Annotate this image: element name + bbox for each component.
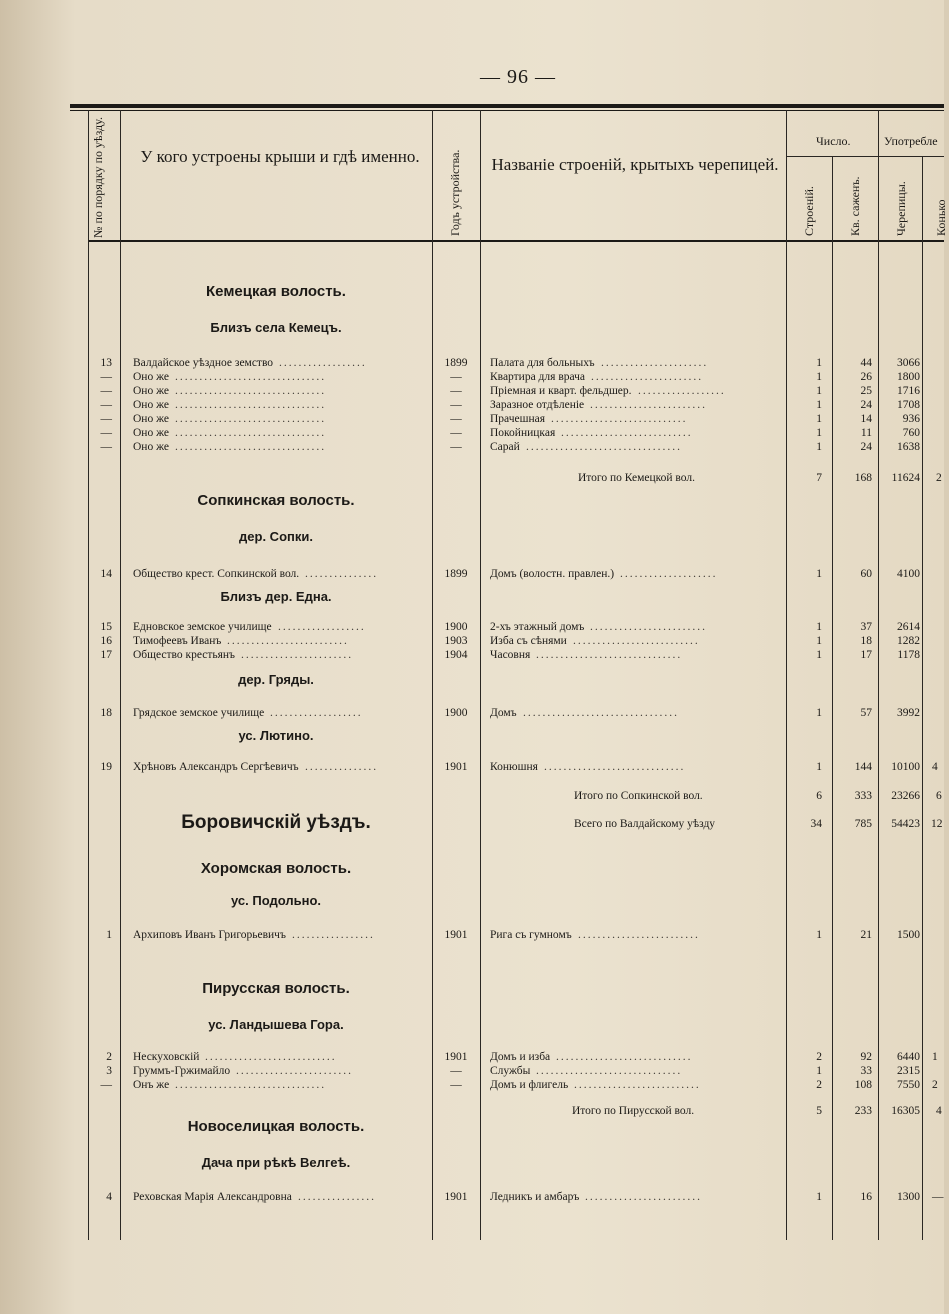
row-owner: Хрѣновъ Александръ Сергѣевичъ bbox=[133, 761, 299, 773]
header-col-year: Годъ устройства. bbox=[448, 149, 462, 236]
row-year: 1901 bbox=[444, 761, 468, 773]
leader-dots: ............................... bbox=[175, 441, 327, 453]
row-buildings-count: 1 bbox=[816, 1191, 822, 1203]
row-building: Пріемная и кварт. фельдшер. bbox=[490, 385, 632, 397]
row-square-sazhen: 92 bbox=[860, 1051, 872, 1063]
header-col-buildings: Строеній. bbox=[802, 186, 816, 236]
table-row bbox=[0, 1190, 944, 1204]
row-year: 1903 bbox=[444, 635, 468, 647]
leader-dots: ........................ bbox=[236, 1065, 353, 1077]
uezd-heading: Боровичскій уѣздъ. bbox=[181, 812, 371, 833]
row-owner: Оно же bbox=[133, 441, 169, 453]
leader-dots: ............................. bbox=[544, 761, 686, 773]
row-buildings-count: 1 bbox=[816, 385, 822, 397]
row-buildings-count: 1 bbox=[816, 357, 822, 369]
subsection-heading: Дача при рѣкѣ Велгеѣ. bbox=[201, 1155, 351, 1170]
row-square-sazhen: 25 bbox=[860, 385, 872, 397]
row-year: — bbox=[450, 413, 462, 425]
row-number: 17 bbox=[100, 649, 112, 661]
row-number: 1 bbox=[106, 929, 112, 941]
row-building: Конюшня bbox=[490, 761, 538, 773]
leader-dots: .......................... bbox=[574, 1079, 701, 1091]
row-number: — bbox=[100, 441, 112, 453]
leader-dots: ......................... bbox=[227, 635, 349, 647]
row-tiles: 3992 bbox=[897, 707, 920, 719]
row-square-sazhen: 37 bbox=[860, 621, 872, 633]
row-year: 1899 bbox=[444, 568, 468, 580]
header-group-count: Число. bbox=[816, 134, 851, 148]
row-building: Прачешная bbox=[490, 413, 545, 425]
subsection-heading: Близъ села Кемецъ. bbox=[210, 320, 342, 335]
row-tiles: 10100 bbox=[891, 761, 920, 773]
total-sq: 168 bbox=[854, 472, 872, 484]
row-number: — bbox=[100, 427, 112, 439]
row-square-sazhen: 21 bbox=[860, 929, 872, 941]
row-building: Домъ bbox=[490, 707, 517, 719]
row-tiles: 760 bbox=[902, 427, 920, 439]
page-number: — 96 — bbox=[480, 66, 556, 88]
row-square-sazhen: 16 bbox=[860, 1191, 872, 1203]
leader-dots: ........................ bbox=[590, 621, 707, 633]
row-number: 2 bbox=[106, 1051, 112, 1063]
total-tiles: 23266 bbox=[891, 790, 920, 802]
row-buildings-count: 1 bbox=[816, 649, 822, 661]
table-row bbox=[0, 412, 944, 426]
row-building: Рига съ гумномъ bbox=[490, 929, 572, 941]
total-label: Всего по Валдайскому уѣзду bbox=[574, 818, 716, 830]
row-owner: Валдайское уѣздное земство bbox=[133, 357, 274, 369]
row-building: 2-хъ этажный домъ bbox=[490, 621, 585, 633]
row-owner: Реховская Марія Александровна bbox=[133, 1191, 292, 1203]
row-owner: Архиповъ Иванъ Григорьевичъ bbox=[133, 929, 286, 941]
table-row bbox=[0, 620, 944, 634]
header-col-no: № по порядку по уѣзду. bbox=[91, 117, 105, 238]
subsection-heading: ус. Ландышева Гора. bbox=[208, 1017, 344, 1032]
total-label: Итого по Сопкинской вол. bbox=[574, 790, 703, 802]
section-heading: Новоселицкая волость. bbox=[187, 1118, 365, 1135]
row-year: 1900 bbox=[444, 621, 468, 633]
row-buildings-count: 1 bbox=[816, 621, 822, 633]
leader-dots: ........................ bbox=[590, 399, 707, 411]
row-owner: Груммъ-Гржимайло bbox=[133, 1065, 231, 1077]
row-buildings-count: 1 bbox=[816, 399, 822, 411]
leader-dots: ................. bbox=[292, 929, 375, 941]
row-year: — bbox=[450, 399, 462, 411]
row-building: Домъ (волостн. правлен.) bbox=[490, 568, 615, 580]
row-square-sazhen: 108 bbox=[854, 1079, 872, 1091]
header-group-used: Употребле bbox=[884, 134, 938, 148]
leader-dots: ................... bbox=[270, 707, 363, 719]
row-tiles: 7550 bbox=[897, 1079, 920, 1091]
total-buildings: 7 bbox=[816, 472, 822, 484]
table-row bbox=[0, 760, 944, 774]
row-extra: 2 bbox=[932, 1079, 938, 1091]
row-extra: 4 bbox=[932, 761, 938, 773]
total-tiles: 16305 bbox=[891, 1105, 920, 1117]
row-buildings-count: 1 bbox=[816, 371, 822, 383]
row-building: Сарай bbox=[490, 441, 520, 453]
row-tiles: 2614 bbox=[897, 621, 920, 633]
row-extra: 1 bbox=[932, 1051, 938, 1063]
table-row bbox=[0, 398, 944, 412]
total-tiles: 54423 bbox=[891, 818, 920, 830]
table-row bbox=[0, 356, 944, 370]
leader-dots: ............................... bbox=[175, 371, 327, 383]
section-heading: Кемецкая волость. bbox=[206, 283, 346, 300]
leader-dots: .......................... bbox=[573, 635, 700, 647]
row-owner: Общество крест. Сопкинской вол. bbox=[133, 568, 300, 580]
row-building: Палата для больныхъ bbox=[490, 357, 595, 369]
top-rule-thin bbox=[70, 110, 944, 111]
row-building: Квартира для врача bbox=[490, 371, 586, 383]
row-year: — bbox=[450, 441, 462, 453]
top-rule bbox=[70, 104, 944, 108]
row-square-sazhen: 17 bbox=[860, 649, 872, 661]
leader-dots: ....................... bbox=[241, 649, 354, 661]
table-row bbox=[0, 384, 944, 398]
section-heading: Хоромская волость. bbox=[200, 860, 352, 877]
total-extra: 4 bbox=[936, 1105, 942, 1117]
table-row bbox=[0, 648, 944, 662]
table-row bbox=[0, 370, 944, 384]
row-tiles: 1708 bbox=[897, 399, 920, 411]
table-row bbox=[0, 706, 944, 720]
table-row bbox=[0, 440, 944, 454]
leader-dots: ............................... bbox=[175, 413, 327, 425]
row-year: — bbox=[450, 1079, 462, 1091]
header-rule bbox=[88, 240, 944, 242]
total-buildings: 5 bbox=[816, 1105, 822, 1117]
total-sq: 233 bbox=[854, 1105, 872, 1117]
row-buildings-count: 1 bbox=[816, 635, 822, 647]
row-square-sazhen: 24 bbox=[860, 441, 872, 453]
row-tiles: 3066 bbox=[897, 357, 920, 369]
row-buildings-count: 1 bbox=[816, 568, 822, 580]
leader-dots: ....................... bbox=[591, 371, 704, 383]
header-col-name: Названіе строеній, крытыхъ черепицей. bbox=[491, 155, 779, 174]
leader-dots: .............................. bbox=[536, 1065, 683, 1077]
row-tiles: 1300 bbox=[897, 1191, 920, 1203]
subsection-heading: ус. Лютино. bbox=[238, 728, 314, 743]
row-tiles: 6440 bbox=[897, 1051, 920, 1063]
leader-dots: .................... bbox=[620, 568, 718, 580]
row-owner: Онъ же bbox=[133, 1079, 170, 1091]
leader-dots: ................ bbox=[298, 1191, 376, 1203]
row-number: — bbox=[100, 1079, 112, 1091]
total-extra: 12 bbox=[931, 818, 943, 830]
row-building: Службы bbox=[490, 1065, 531, 1077]
row-owner: Грядское земское училище bbox=[133, 707, 265, 719]
row-square-sazhen: 57 bbox=[860, 707, 872, 719]
total-tiles: 11624 bbox=[891, 472, 920, 484]
header-col-extra: Конько bbox=[934, 199, 948, 236]
leader-dots: .................. bbox=[279, 357, 367, 369]
row-year: — bbox=[450, 427, 462, 439]
row-building: Покойницкая bbox=[490, 427, 556, 439]
row-number: 4 bbox=[106, 1191, 112, 1203]
table-row bbox=[0, 1064, 944, 1078]
table-row bbox=[0, 634, 944, 648]
section-heading: Пирусская волость. bbox=[202, 980, 350, 997]
leader-dots: ........................... bbox=[205, 1051, 337, 1063]
subsection-heading: ус. Подольно. bbox=[231, 893, 321, 908]
row-tiles: 936 bbox=[902, 413, 920, 425]
leader-dots: ............................... bbox=[175, 1079, 327, 1091]
total-label: Итого по Кемецкой вол. bbox=[578, 472, 695, 484]
row-year: — bbox=[450, 371, 462, 383]
leader-dots: ............................ bbox=[556, 1051, 693, 1063]
header-col-tiles: Черепицы. bbox=[894, 181, 908, 236]
row-tiles: 4100 bbox=[897, 568, 920, 580]
row-number: 15 bbox=[100, 621, 112, 633]
row-tiles: 1638 bbox=[897, 441, 920, 453]
row-extra: — bbox=[932, 1191, 944, 1203]
row-building: Ледникъ и амбаръ bbox=[490, 1191, 580, 1203]
table-row bbox=[0, 567, 944, 581]
row-owner: Оно же bbox=[133, 413, 169, 425]
row-buildings-count: 1 bbox=[816, 707, 822, 719]
total-sq: 333 bbox=[854, 790, 872, 802]
row-year: — bbox=[450, 1065, 462, 1077]
row-building: Изба съ сѣнями bbox=[490, 635, 567, 647]
row-square-sazhen: 24 bbox=[860, 399, 872, 411]
total-extra: 2 bbox=[936, 472, 942, 484]
row-square-sazhen: 11 bbox=[860, 427, 872, 439]
leader-dots: ........................ bbox=[585, 1191, 702, 1203]
row-owner: Нескуховскій bbox=[133, 1051, 200, 1063]
leader-dots: .............................. bbox=[536, 649, 683, 661]
row-buildings-count: 2 bbox=[816, 1079, 822, 1091]
row-year: 1901 bbox=[444, 1051, 468, 1063]
row-number: 19 bbox=[100, 761, 112, 773]
total-label: Итого по Пирусской вол. bbox=[572, 1105, 695, 1117]
subsection-heading: дер. Гряды. bbox=[238, 672, 314, 687]
section-heading: Сопкинская волость. bbox=[197, 492, 355, 509]
row-buildings-count: 2 bbox=[816, 1051, 822, 1063]
total-buildings: 34 bbox=[810, 818, 822, 830]
leader-dots: .................. bbox=[638, 385, 726, 397]
row-square-sazhen: 26 bbox=[860, 371, 872, 383]
row-tiles: 1800 bbox=[897, 371, 920, 383]
row-owner: Оно же bbox=[133, 399, 169, 411]
row-number: 18 bbox=[100, 707, 112, 719]
row-tiles: 1500 bbox=[897, 929, 920, 941]
row-square-sazhen: 60 bbox=[860, 568, 872, 580]
total-buildings: 6 bbox=[816, 790, 822, 802]
row-year: — bbox=[450, 385, 462, 397]
row-buildings-count: 1 bbox=[816, 1065, 822, 1077]
row-building: Заразное отдѣленіе bbox=[490, 399, 585, 411]
row-square-sazhen: 144 bbox=[854, 761, 872, 773]
row-square-sazhen: 14 bbox=[860, 413, 872, 425]
row-tiles: 1716 bbox=[897, 385, 920, 397]
row-owner: Тимофеевъ Иванъ bbox=[133, 635, 222, 647]
leader-dots: ...................... bbox=[601, 357, 709, 369]
row-year: 1901 bbox=[444, 1191, 468, 1203]
table-row bbox=[0, 1050, 944, 1064]
header-col-who: У кого устроены крыши и гдѣ именно. bbox=[140, 147, 420, 166]
row-owner: Общество крестьянъ bbox=[133, 649, 236, 661]
row-owner: Оно же bbox=[133, 371, 169, 383]
row-buildings-count: 1 bbox=[816, 427, 822, 439]
row-buildings-count: 1 bbox=[816, 929, 822, 941]
leader-dots: ............................... bbox=[175, 385, 327, 397]
row-buildings-count: 1 bbox=[816, 441, 822, 453]
row-number: — bbox=[100, 371, 112, 383]
row-number: — bbox=[100, 413, 112, 425]
row-number: 13 bbox=[100, 357, 112, 369]
row-building: Домъ и изба bbox=[490, 1051, 551, 1063]
total-extra: 6 bbox=[936, 790, 942, 802]
row-tiles: 2315 bbox=[897, 1065, 920, 1077]
row-owner: Оно же bbox=[133, 427, 169, 439]
row-square-sazhen: 44 bbox=[860, 357, 872, 369]
leader-dots: ......................... bbox=[578, 929, 700, 941]
row-buildings-count: 1 bbox=[816, 413, 822, 425]
row-owner: Едновское земское училище bbox=[133, 621, 272, 633]
row-number: — bbox=[100, 399, 112, 411]
row-year: 1899 bbox=[444, 357, 468, 369]
row-year: 1901 bbox=[444, 929, 468, 941]
table-row bbox=[0, 1078, 944, 1092]
row-owner: Оно же bbox=[133, 385, 169, 397]
header-col-sq: Кв. саженъ. bbox=[848, 176, 862, 236]
row-building: Домъ и флигель bbox=[490, 1079, 569, 1091]
row-square-sazhen: 18 bbox=[860, 635, 872, 647]
leader-dots: ............................ bbox=[551, 413, 688, 425]
table-row bbox=[0, 928, 944, 942]
leader-dots: ............................... bbox=[175, 427, 327, 439]
row-tiles: 1178 bbox=[897, 649, 920, 661]
subsection-heading: дер. Сопки. bbox=[239, 529, 313, 544]
row-square-sazhen: 33 bbox=[860, 1065, 872, 1077]
leader-dots: ................................ bbox=[526, 441, 682, 453]
total-sq: 785 bbox=[854, 818, 872, 830]
leader-dots: ............... bbox=[305, 761, 379, 773]
row-buildings-count: 1 bbox=[816, 761, 822, 773]
leader-dots: ............................... bbox=[175, 399, 327, 411]
row-number: 16 bbox=[100, 635, 112, 647]
leader-dots: .................. bbox=[278, 621, 366, 633]
subsection-heading: Близъ дер. Една. bbox=[220, 589, 332, 604]
row-tiles: 1282 bbox=[897, 635, 920, 647]
row-year: 1904 bbox=[444, 649, 468, 661]
leader-dots: ........................... bbox=[561, 427, 693, 439]
row-number: — bbox=[100, 385, 112, 397]
row-year: 1900 bbox=[444, 707, 468, 719]
leader-dots: ................................ bbox=[523, 707, 679, 719]
table-row bbox=[0, 426, 944, 440]
row-number: 3 bbox=[106, 1065, 112, 1077]
group-line bbox=[786, 156, 944, 157]
leader-dots: ............... bbox=[305, 568, 379, 580]
row-building: Часовня bbox=[490, 649, 531, 661]
row-number: 14 bbox=[100, 568, 112, 580]
